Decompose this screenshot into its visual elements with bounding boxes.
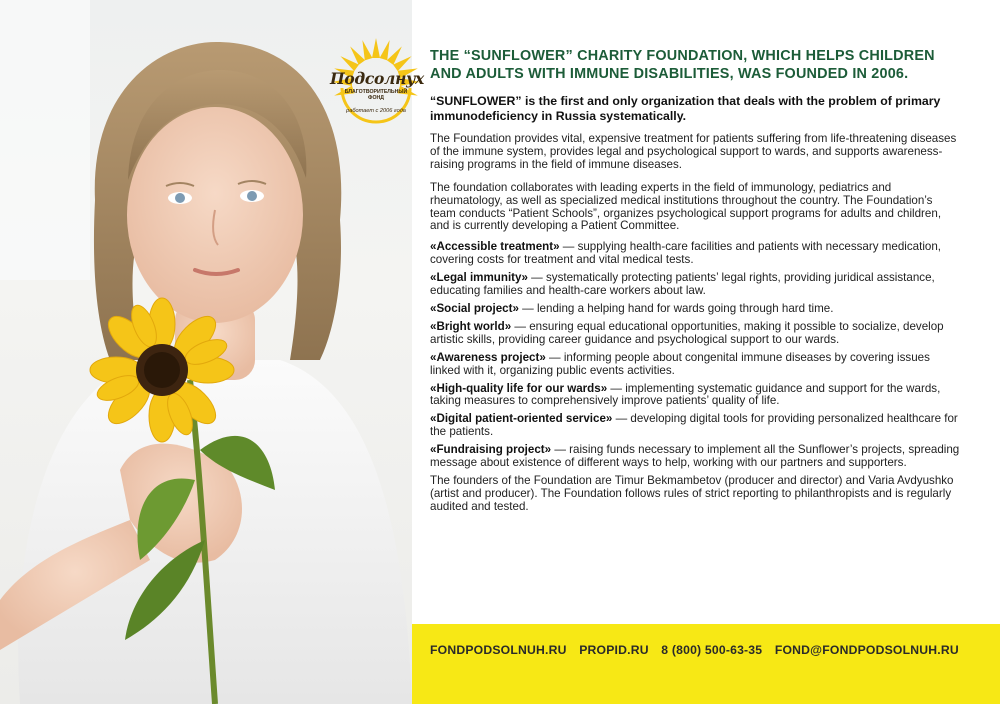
project-desc: — systematically protecting patients’ legal rights, providing juridical assistance, educating families and health-care workers about law.: [430, 271, 935, 298]
collaboration-paragraph: The foundation collaborates with leading experts in the field of immunology, pediatrics and rheumatology, as well as specialized medical institutions throughout the country. The Foundation’s team conducts “Patient Schools”, organizes psychological support programs for adults and children, and is currently developing a Patient Committee.: [430, 180, 942, 233]
project-item: [430, 321, 960, 347]
project-desc: — developing digital tools for providing personalized healthcare for the patients.: [430, 412, 958, 439]
email-link[interactable]: FOND@FONDPODSOLNUH.RU: [774, 643, 959, 657]
project-name: «Digital patient-oriented service»: [430, 412, 613, 426]
project-item: [430, 352, 960, 378]
project-item: [430, 444, 960, 470]
about-paragraph: The Foundation provides vital, expensive treatment for patients suffering from life-threatening diseases of the immune system, provides legal and psychological support to wards, and supports awareness-raising programs in the field of immune diseases.: [430, 132, 957, 171]
footer-contacts: [430, 643, 968, 657]
project-name: «Accessible treatment»: [430, 240, 560, 254]
project-name: «Social project»: [430, 301, 519, 315]
project-desc: — raising funds necessary to implement all the Sunflower’s projects, spreading message about existence of different ways to help, working with our partners and supporters.: [430, 443, 960, 470]
project-desc: — ensuring equal educational opportunities, making it possible to socialize, develop artistic skills, providing career guidance and psychological support to our wards.: [430, 319, 944, 346]
project-desc: — supplying health-care facilities and patients with necessary medication, covering costs for treatment and vital medical tests.: [430, 240, 942, 267]
project-item: [430, 383, 960, 409]
logo-subtitle: БЛАГОТВОРИТЕЛЬНЫЙ ФОНД: [344, 89, 408, 102]
project-name: «High-quality life for our wards»: [430, 381, 608, 395]
project-item: [430, 303, 960, 316]
logo-name: Подсолнух: [330, 69, 424, 88]
phone-number[interactable]: 8 (800) 500-63-35: [661, 643, 763, 657]
projects-list: [430, 241, 960, 470]
project-desc: — implementing systematic guidance and support for the wards, taking measures to comprehensively improve patients’ quality of life.: [430, 381, 941, 408]
logo-since: работает с 2006 года: [346, 108, 406, 114]
project-desc: — lending a helping hand for wards going through hard time.: [518, 301, 834, 315]
contact-footer: [412, 624, 1000, 704]
project-name: «Awareness project»: [430, 350, 546, 364]
founders-paragraph: The founders of the Foundation are Timur Bekmambetov (producer and director) and Varia Avdyushko (artist and producer). The Foundation follows rules of strict reporting to philanthropists and is regularly audited and tested.: [430, 473, 954, 513]
project-item: [430, 413, 960, 439]
project-name: «Legal immunity»: [430, 271, 528, 285]
headline: THE “SUNFLOWER” CHARITY FOUNDATION, WHICH HELPS CHILDREN AND ADULTS WITH IMMUNE DISABILITIES, WAS FOUNDED IN 2006.: [430, 48, 935, 82]
main-content: [430, 47, 960, 514]
project-name: «Bright world»: [430, 319, 512, 333]
project-item: [430, 272, 960, 298]
foundation-logo: [330, 36, 422, 136]
project-item: [430, 241, 960, 267]
project-desc: — informing people about congenital immune diseases by covering issues linked with it, organizing public events activities.: [430, 350, 930, 377]
website-link-propid[interactable]: PROPID.RU: [579, 643, 649, 657]
lead-paragraph: “SUNFLOWER” is the first and only organization that deals with the problem of primary immunodeficiency in Russia systematically.: [430, 94, 941, 123]
project-name: «Fundraising project»: [430, 443, 552, 457]
website-link[interactable]: FONDPODSOLNUH.RU: [430, 643, 567, 657]
